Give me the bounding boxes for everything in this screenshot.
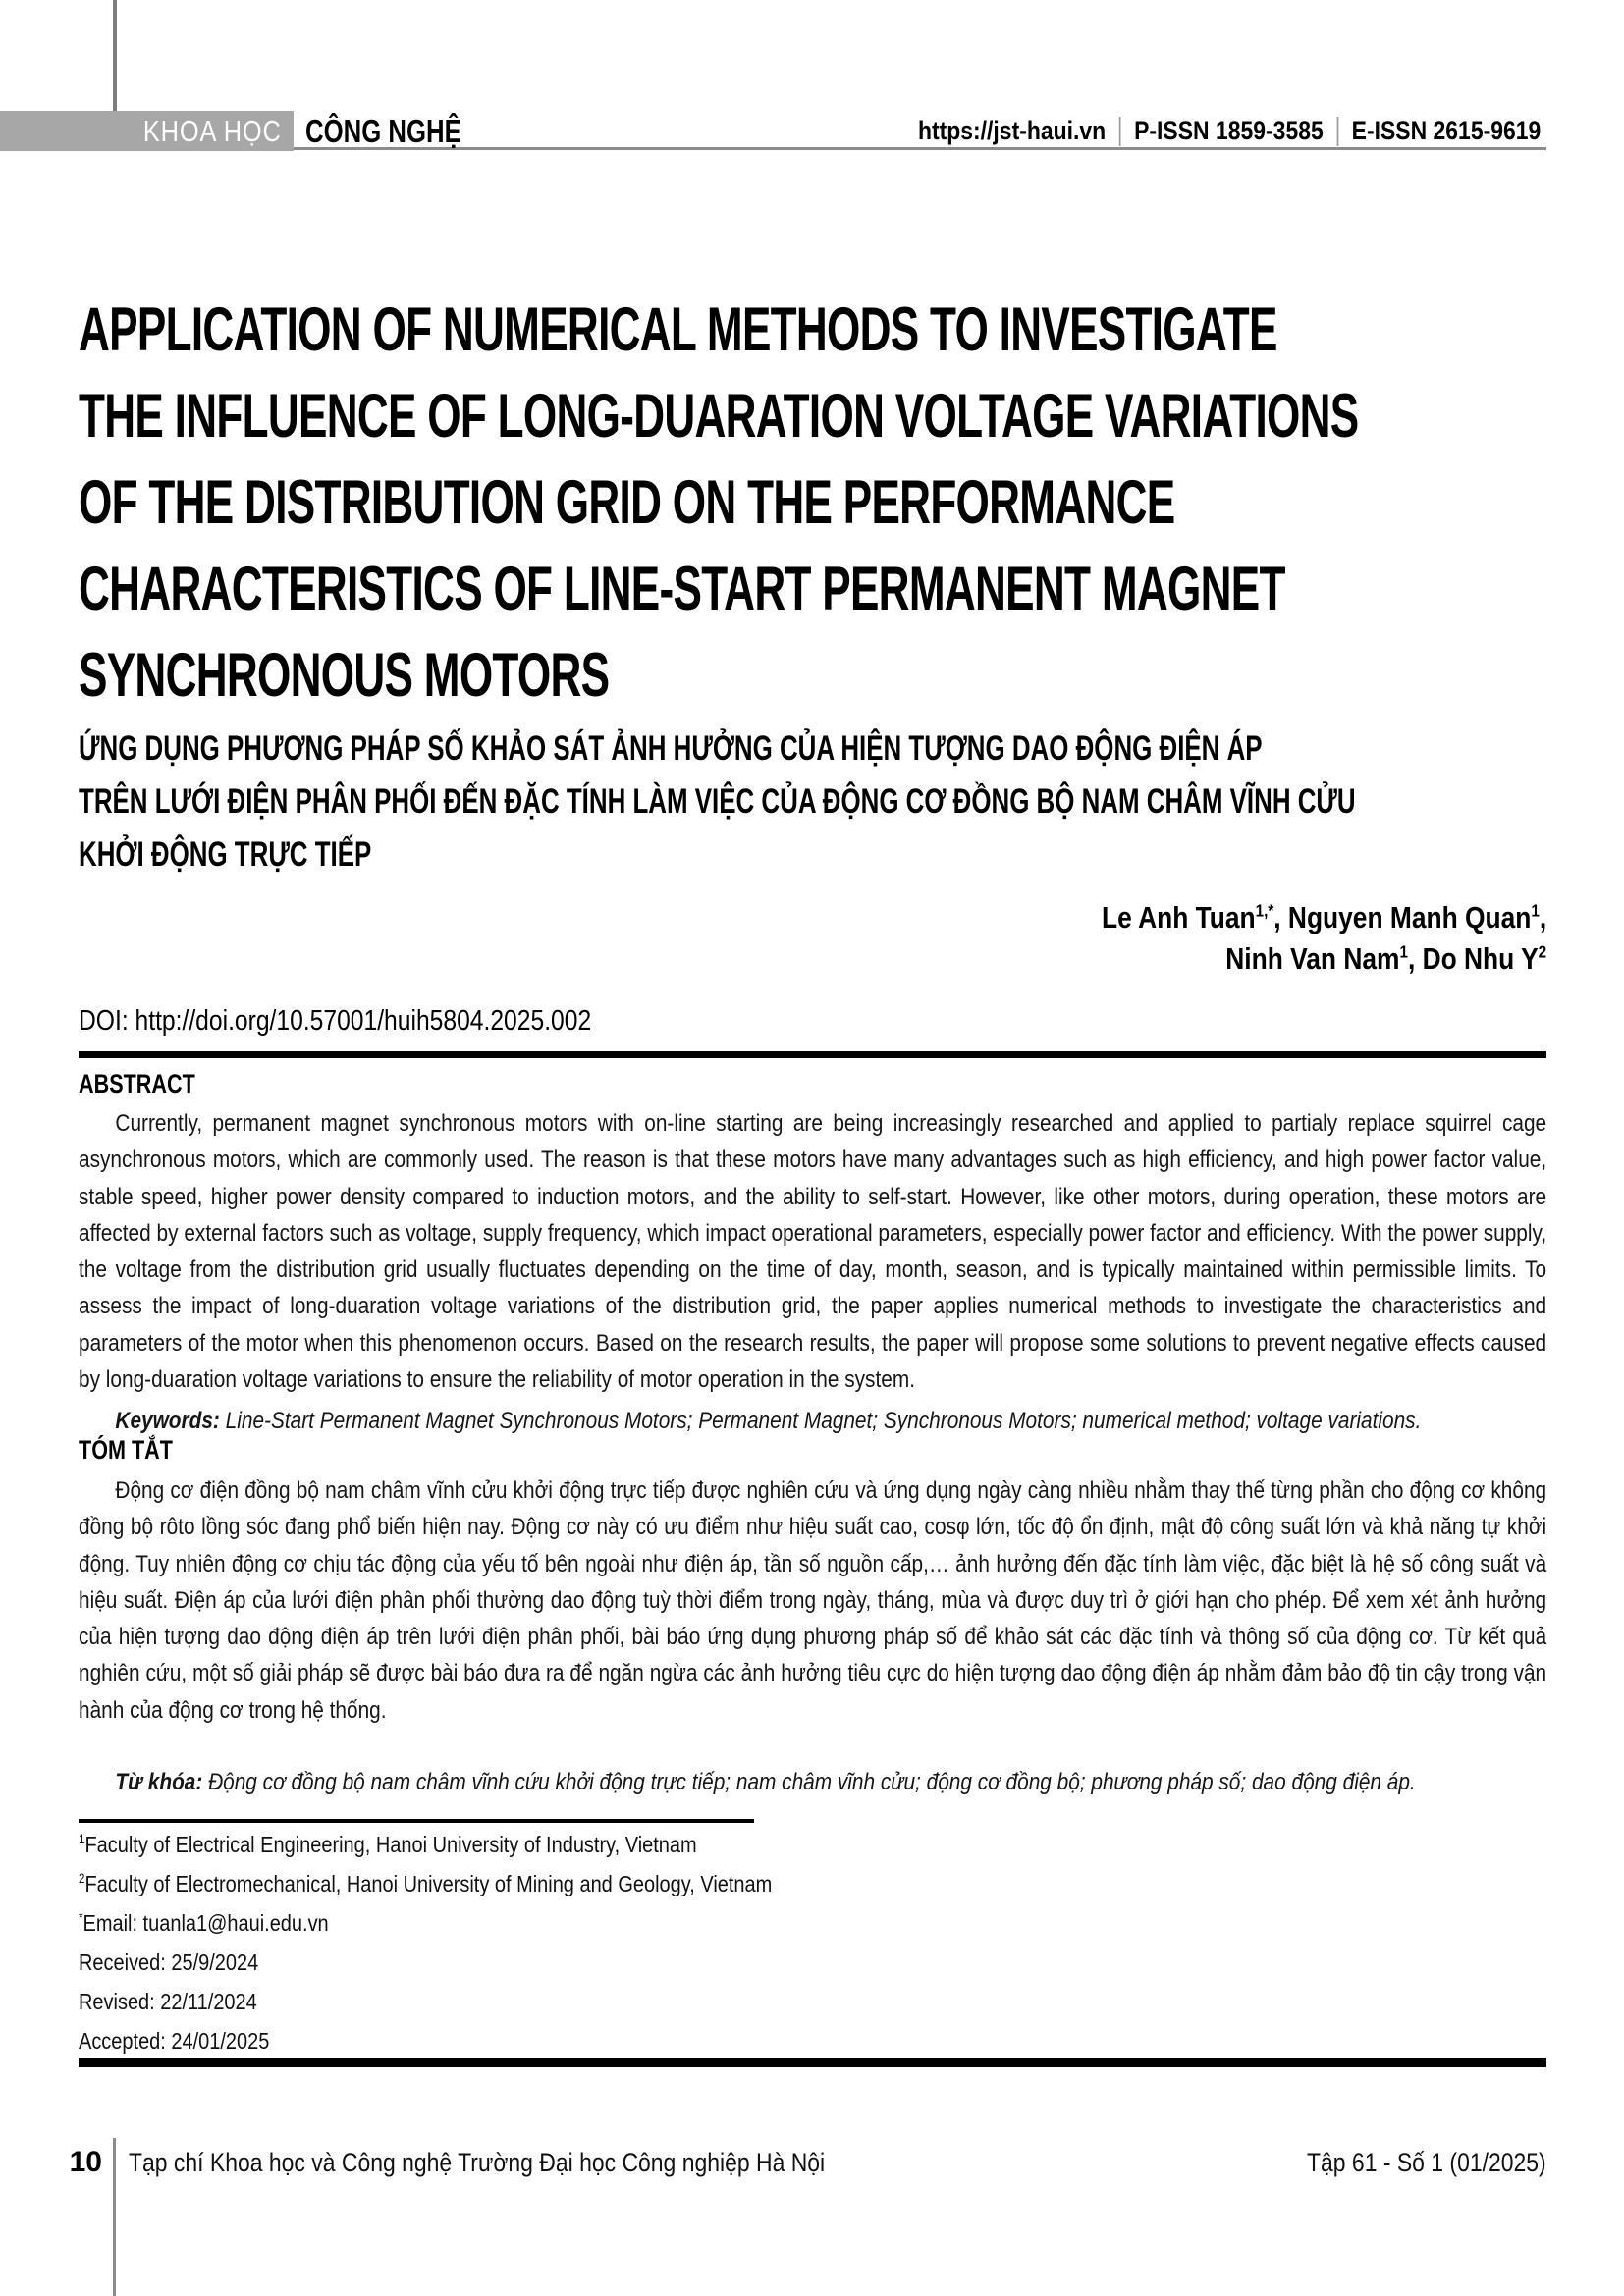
footer-issue-label: Tập 61 - Số 1 (01/2025) [1307, 2148, 1546, 2177]
keywords-line [79, 1403, 1546, 1439]
abstract-text: Currently, permanent magnet synchronous motors with on-line starting are being increasingly researched and applied to partialy replace squirrel cage asynchronous motors, which are commonly used. The reason is that these motors have many advantages such as high efficiency, and high power factor value, stable speed, higher power density compared to induction motors, and the ability to self-start. However, like other motors, during operation, these motors are affected by external factors such as voltage, supply frequency, which impact operational parameters, especially power factor and efficiency. With the power supply, the voltage from the distribution grid usually fluctuates depending on the time of day, month, season, and is typically maintained within permissible limits. To assess the impact of long-duaration voltage variations of the distribution grid, the paper applies numerical methods to investigate the characteristics and parameters of the motor when this phenomenon occurs. Based on the research results, the paper will propose some solutions to prevent negative effects caused by long-duaration voltage variations to ensure the reliability of motor operation in the system. [79, 1110, 1547, 1394]
footnote-line: Revised: 22/11/2024 [79, 1989, 257, 2014]
tukhoa-line [79, 1764, 1546, 1800]
bottom-rule [79, 2058, 1546, 2067]
tomtat-heading: TÓM TẮT [79, 1435, 173, 1465]
doi-link[interactable]: DOI: http://doi.org/10.57001/huih5804.2025.002 [79, 1005, 592, 1037]
paper-title [79, 287, 1624, 719]
journal-e-issn: E-ISSN 2615-9619 [1351, 116, 1541, 145]
footer-journal-name: Tạp chí Khoa học và Công nghệ Trường Đại học Công nghiệp Hà Nội [129, 2148, 826, 2177]
footnote-line: Received: 25/9/2024 [79, 1949, 259, 1975]
footnote-rule [79, 1819, 754, 1823]
separator-bar [1119, 117, 1121, 146]
footnote-line: $^1$Faculty of Electrical Engineering, Hanoi University of Industry, Vietnam [79, 1832, 697, 1857]
keywords-label: Keywords: [115, 1408, 220, 1434]
footnote-line: $^2$Faculty of Electromechanical, Hanoi University of Mining and Geology, Vietnam [79, 1871, 773, 1896]
journal-meta [918, 111, 1541, 151]
tukhoa-text: Động cơ đồng bộ nam châm vĩnh cứu khởi động trực tiếp; nam châm vĩnh cửu; động cơ đồng bộ; phương pháp số; dao động điện áp. [202, 1769, 1416, 1795]
paper-subtitle-line: KHỞI ĐỘNG TRỰC TIẾP [79, 835, 372, 874]
separator-bar [1336, 117, 1338, 146]
paper-title-line: CHARACTERISTICS OF LINE-START PERMANENT MAGNET [79, 555, 1285, 623]
paper-title-vietnamese [79, 722, 1624, 881]
author-line: Le Anh Tuan$^{1,*}$, Nguyen Manh Quan$^1$, [1101, 900, 1546, 934]
footer-vertical-rule [113, 2138, 116, 2296]
paper-subtitle-line: ỨNG DỤNG PHƯƠNG PHÁP SỐ KHẢO SÁT ẢNH HƯỞNG CỦA HIỆN TƯỢNG DAO ĐỘNG ĐIỆN ÁP [79, 729, 1263, 768]
tomtat-text: Động cơ điện đồng bộ nam châm vĩnh cửu khởi động trực tiếp được nghiên cứu và ứng dụng ngày càng nhiều nhằm thay thế từng phần cho động cơ không đồng bộ rôto lồng sóc đang phổ biến hiện nay. Động cơ này có ưu điểm như hiệu suất cao, cosφ lớn, tốc độ ổn định, mật độ công suất lớn và khả năng tự khởi động. Tuy nhiên động cơ chịu tác động của yếu tố bên ngoài như điện áp, tần số nguồn cấp,… ảnh hưởng đến đặc tính làm việc, đặc biệt là hệ số công suất và hiệu suất. Điện áp của lưới điện phân phối thường dao động tuỳ thời điểm trong ngày, tháng, mùa và được duy trì ở giới hạn cho phép. Để xem xét ảnh hưởng của hiện tượng dao động điện áp trên lưới điện phân phối, bài báo ứng dụng phương pháp số để khảo sát các đặc tính và thông số của động cơ. Từ kết quả nghiên cứu, một số giải pháp sẽ được bài báo đưa ra để ngăn ngừa các ảnh hưởng tiêu cực do hiện tượng dao động điện áp nhằm đảm bảo độ tin cậy trong vận hành của động cơ trong hệ thống. [79, 1477, 1547, 1724]
paper-title-line: THE INFLUENCE OF LONG-DUARATION VOLTAGE VARIATIONS [79, 382, 1359, 451]
author-list [1102, 897, 1546, 980]
section-banner [0, 111, 294, 151]
header-vertical-rule [113, 0, 117, 112]
tukhoa-label: Từ khóa: [115, 1769, 203, 1795]
paper-title-line: APPLICATION OF NUMERICAL METHODS TO INVESTIGATE [79, 295, 1277, 364]
abstract-heading: ABSTRACT [79, 1069, 195, 1098]
footnote-block [79, 1825, 772, 2060]
banner-cong-nghe-label: CÔNG NGHỆ [305, 112, 461, 149]
page-number: 10 [69, 2146, 102, 2178]
author-line: Ninh Van Nam$^1$, Do Nhu $Y^2$ [1225, 941, 1546, 976]
banner-khoa-hoc-label: KHOA HỌC [143, 113, 282, 148]
footnote-line: *Email: tuanla1@haui.edu.vn [79, 1910, 329, 1936]
journal-p-issn: P-ISSN 1859-3585 [1133, 116, 1324, 145]
paper-title-line: OF THE DISTRIBUTION GRID ON THE PERFORMANCE [79, 468, 1175, 537]
paper-subtitle-line: TRÊN LƯỚI ĐIỆN PHÂN PHỐI ĐẾN ĐẶC TÍNH LÀM VIỆC CỦA ĐỘNG CƠ ĐỒNG BỘ NAM CHÂM VĨNH CỬU [79, 782, 1356, 821]
keywords-text: Line-Start Permanent Magnet Synchronous Motors; Permanent Magnet; Synchronous Motors; numerical method; voltage variations. [219, 1408, 1422, 1434]
footnote-line: Accepted: 24/01/2025 [79, 2028, 270, 2054]
paper-title-line: SYNCHRONOUS MOTORS [79, 641, 610, 710]
journal-url[interactable]: https://jst-haui.vn [917, 116, 1106, 145]
abstract-top-rule [79, 1051, 1546, 1058]
